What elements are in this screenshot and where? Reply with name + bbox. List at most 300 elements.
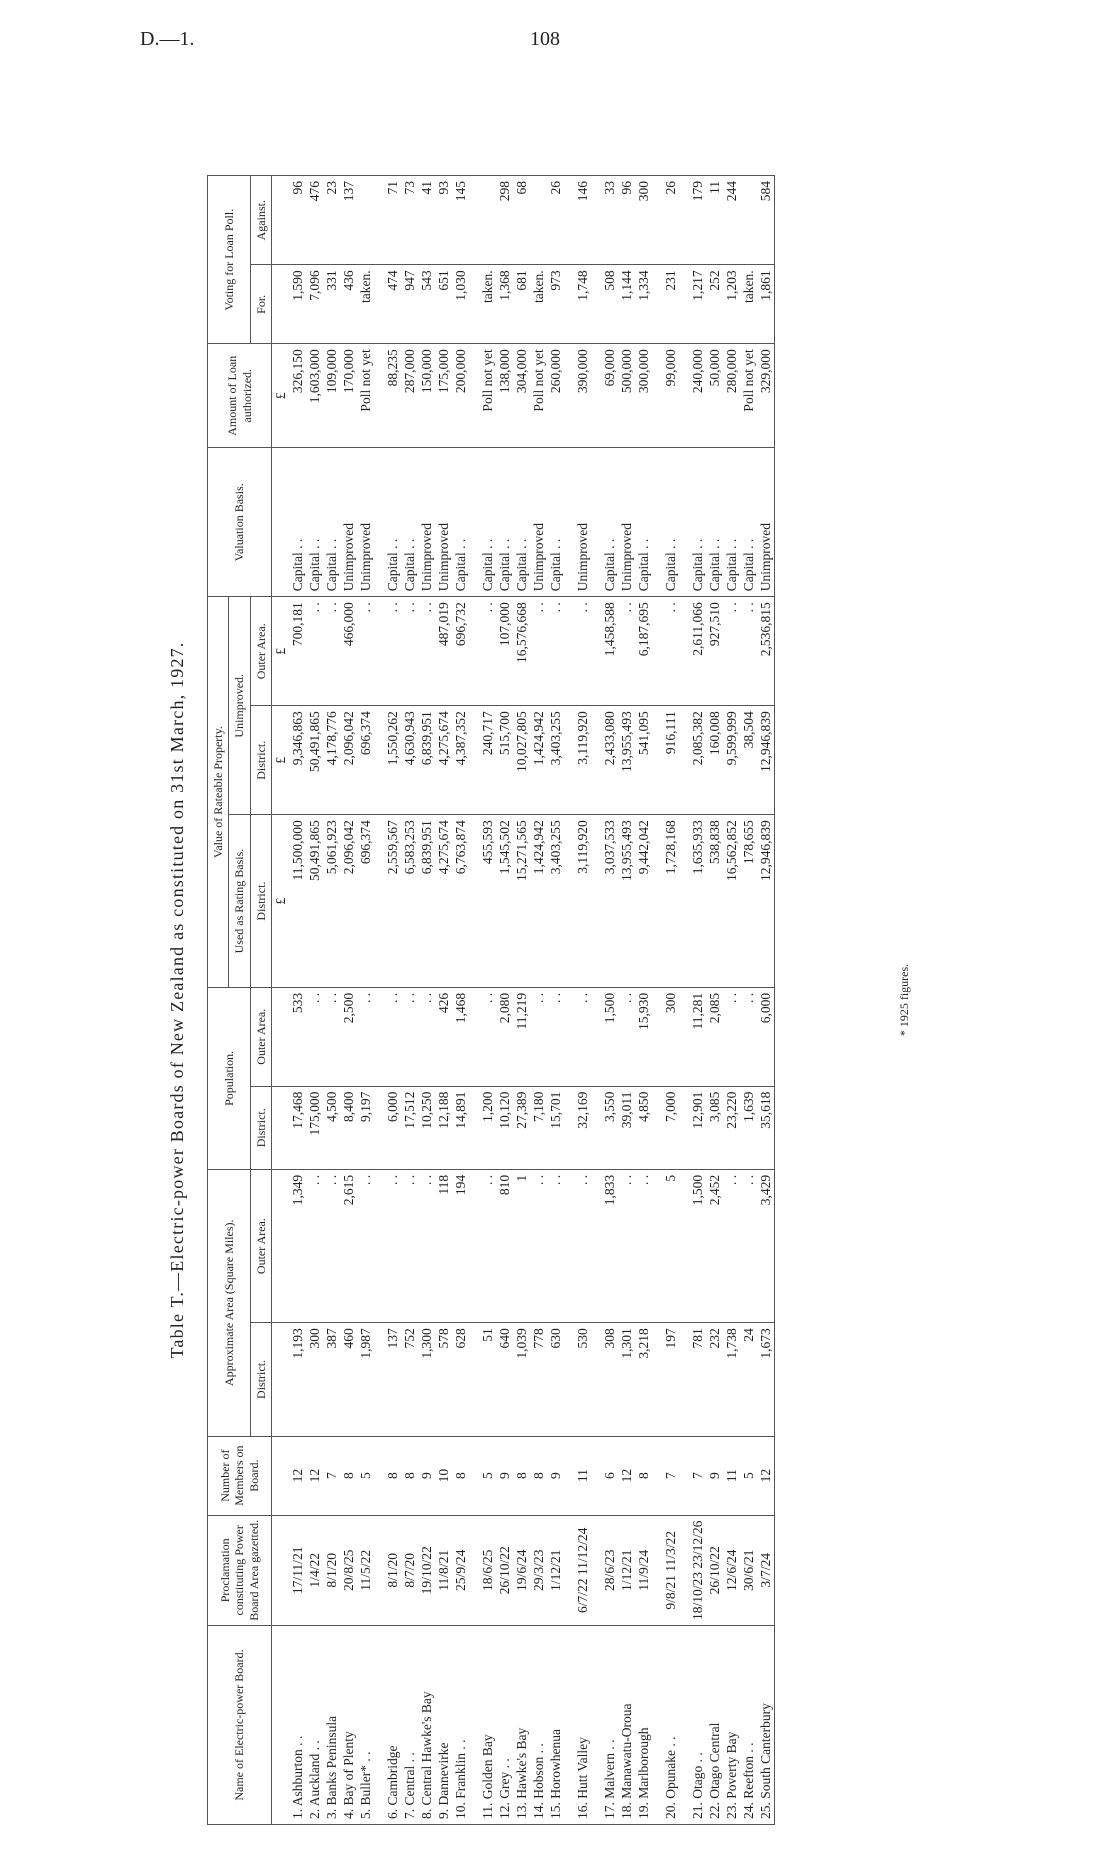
col-header-against: Against. <box>250 176 271 265</box>
area-district: 778 <box>530 1323 547 1436</box>
loan-amount: 326,150 <box>289 344 306 448</box>
votes-against: 33 <box>591 176 618 265</box>
population-outer: . . <box>740 987 757 1086</box>
board-name: 8. Central Hawke's Bay <box>418 1626 435 1825</box>
loan-amount: 300,000 <box>635 344 652 448</box>
unimproved-outer: . . <box>374 597 401 706</box>
votes-for: 252 <box>706 265 723 344</box>
unimproved-district: 515,700 <box>496 706 513 815</box>
area-district: 300 <box>306 1323 323 1436</box>
valuation-basis: Capital . . <box>469 448 496 597</box>
footnote: * 1925 figures. <box>897 963 911 1037</box>
population-district: 7,180 <box>530 1086 547 1169</box>
table-row <box>740 176 757 1825</box>
board-name: 24. Reefton . . <box>740 1626 757 1825</box>
col-header-pop-district: District. <box>250 1086 271 1169</box>
unimproved-district: 9,346,863 <box>289 706 306 815</box>
board-name: 11. Golden Bay <box>469 1626 496 1825</box>
area-outer: . . <box>401 1169 418 1322</box>
board-name: 13. Hawke's Bay <box>513 1626 530 1825</box>
table-row <box>591 176 618 1825</box>
members-count: 9 <box>547 1436 564 1515</box>
population-district: 32,169 <box>564 1086 591 1169</box>
unimproved-district: 4,275,674 <box>435 706 452 815</box>
table-row <box>679 176 706 1825</box>
unimproved-outer: 6,187,695 <box>635 597 652 706</box>
votes-for: 1,748 <box>564 265 591 344</box>
area-outer: . . <box>547 1169 564 1322</box>
population-outer: 2,080 <box>496 987 513 1086</box>
area-outer: 1,833 <box>591 1169 618 1322</box>
unimproved-district: 50,491,865 <box>306 706 323 815</box>
valuation-basis: Capital . . <box>591 448 618 597</box>
population-district: 27,389 <box>513 1086 530 1169</box>
area-district: 460 <box>340 1323 357 1436</box>
valuation-basis: Capital . . <box>401 448 418 597</box>
proclamation-date: 17/11/21 <box>289 1515 306 1625</box>
area-district: 51 <box>469 1323 496 1436</box>
valuation-basis: Capital . . <box>547 448 564 597</box>
table-row <box>564 176 591 1825</box>
votes-for: 543 <box>418 265 435 344</box>
votes-against: 179 <box>679 176 706 265</box>
area-district: 530 <box>564 1323 591 1436</box>
rating-basis-value: 16,562,852 <box>723 815 740 988</box>
votes-for: taken. <box>740 265 757 344</box>
rating-basis-value: 11,500,000 <box>289 815 306 988</box>
area-outer: 118 <box>435 1169 452 1322</box>
members-count: 8 <box>513 1436 530 1515</box>
table-row <box>757 176 775 1825</box>
area-district: 781 <box>679 1323 706 1436</box>
proclamation-date: 3/7/24 <box>757 1515 775 1625</box>
unimproved-outer: 107,000 <box>496 597 513 706</box>
votes-for: 1,203 <box>723 265 740 344</box>
loan-amount: 99,000 <box>652 344 679 448</box>
board-name: 5. Buller* . . <box>357 1626 374 1825</box>
votes-against <box>357 176 374 265</box>
table-title <box>167 175 188 1825</box>
members-count: 5 <box>740 1436 757 1515</box>
area-outer: 2,615 <box>340 1169 357 1322</box>
population-district: 175,000 <box>306 1086 323 1169</box>
area-outer: . . <box>306 1169 323 1322</box>
valuation-basis: Capital . . <box>635 448 652 597</box>
unimproved-district: 4,178,776 <box>323 706 340 815</box>
table-row <box>323 176 340 1825</box>
area-district: 1,987 <box>357 1323 374 1436</box>
members-count: 8 <box>452 1436 469 1515</box>
area-outer: 1,349 <box>289 1169 306 1322</box>
population-outer: . . <box>306 987 323 1086</box>
loan-amount: 200,000 <box>452 344 469 448</box>
votes-against <box>740 176 757 265</box>
rating-basis-value: 50,491,865 <box>306 815 323 988</box>
area-outer: . . <box>530 1169 547 1322</box>
votes-against: 41 <box>418 176 435 265</box>
rating-basis-value: 6,763,874 <box>452 815 469 988</box>
members-count: 8 <box>340 1436 357 1515</box>
votes-against: 300 <box>635 176 652 265</box>
rating-basis-value: 3,119,920 <box>564 815 591 988</box>
votes-against: 476 <box>306 176 323 265</box>
votes-against: 73 <box>401 176 418 265</box>
unimproved-district: 6,839,951 <box>418 706 435 815</box>
loan-amount: 240,000 <box>679 344 706 448</box>
rating-basis-value: 1,545,502 <box>496 815 513 988</box>
area-district: 1,039 <box>513 1323 530 1436</box>
valuation-basis: Capital . . <box>740 448 757 597</box>
board-name: 2. Auckland . . <box>306 1626 323 1825</box>
population-district: 12,901 <box>679 1086 706 1169</box>
unimproved-district: 1,550,262 <box>374 706 401 815</box>
population-district: 17,512 <box>401 1086 418 1169</box>
members-count: 8 <box>374 1436 401 1515</box>
loan-amount: 138,000 <box>496 344 513 448</box>
members-count: 12 <box>306 1436 323 1515</box>
col-header-area-district: District. <box>250 1323 271 1436</box>
table-row <box>635 176 652 1825</box>
loan-amount: 1,603,000 <box>306 344 323 448</box>
table-row <box>357 176 374 1825</box>
table-row <box>706 176 723 1825</box>
proclamation-date: 18/10/23 23/12/26 <box>679 1515 706 1625</box>
unimproved-outer: . . <box>469 597 496 706</box>
rating-basis-value: 6,583,253 <box>401 815 418 988</box>
votes-for: 973 <box>547 265 564 344</box>
col-header-members: Number of Members on Board. <box>208 1436 272 1515</box>
area-outer: . . <box>618 1169 635 1322</box>
population-outer: 1,500 <box>591 987 618 1086</box>
proclamation-date: 20/8/25 <box>340 1515 357 1625</box>
col-header-proclamation: Proclamation constituting Power Board Area gazetted. <box>208 1515 272 1625</box>
rating-basis-value: 455,593 <box>469 815 496 988</box>
area-district: 640 <box>496 1323 513 1436</box>
votes-for: taken. <box>357 265 374 344</box>
pound-sign: £ <box>272 597 290 706</box>
col-header-population: Population. <box>208 987 251 1169</box>
population-district: 23,220 <box>723 1086 740 1169</box>
population-district: 4,850 <box>635 1086 652 1169</box>
page-reference: D.—1. <box>140 28 195 50</box>
col-header-rateable: Value of Rateable Property. <box>208 597 229 988</box>
loan-amount: 50,000 <box>706 344 723 448</box>
table-row <box>513 176 530 1825</box>
col-header-pop-outer: Outer Area. <box>250 987 271 1086</box>
col-header-loan-poll: Voting for Loan Poll. <box>208 176 251 344</box>
board-name: 4. Bay of Plenty <box>340 1626 357 1825</box>
population-outer: 11,219 <box>513 987 530 1086</box>
proclamation-date: 9/8/21 11/3/22 <box>652 1515 679 1625</box>
board-name: 18. Manawatu-Oroua <box>618 1626 635 1825</box>
population-outer: . . <box>564 987 591 1086</box>
unimproved-district: 10,027,805 <box>513 706 530 815</box>
unimproved-outer: . . <box>740 597 757 706</box>
table-row <box>401 176 418 1825</box>
votes-for: 651 <box>435 265 452 344</box>
area-district: 1,300 <box>418 1323 435 1436</box>
area-outer: 2,452 <box>706 1169 723 1322</box>
votes-against: 93 <box>435 176 452 265</box>
members-count: 9 <box>496 1436 513 1515</box>
table-row <box>435 176 452 1825</box>
area-outer: . . <box>564 1169 591 1322</box>
area-outer: 3,429 <box>757 1169 775 1322</box>
unimproved-outer: 466,000 <box>340 597 357 706</box>
members-count: 5 <box>469 1436 496 1515</box>
votes-against: 244 <box>723 176 740 265</box>
proclamation-date: 6/7/22 11/12/24 <box>564 1515 591 1625</box>
area-district: 3,218 <box>635 1323 652 1436</box>
valuation-basis: Capital . . <box>723 448 740 597</box>
unimproved-outer: 927,510 <box>706 597 723 706</box>
pound-sign: £ <box>272 344 290 448</box>
votes-for: 474 <box>374 265 401 344</box>
unimproved-outer: . . <box>618 597 635 706</box>
valuation-basis: Unimproved <box>530 448 547 597</box>
votes-for: 508 <box>591 265 618 344</box>
loan-amount: 280,000 <box>723 344 740 448</box>
area-district: 630 <box>547 1323 564 1436</box>
members-count: 12 <box>618 1436 635 1515</box>
proclamation-date: 30/6/21 <box>740 1515 757 1625</box>
table-title-text: Table T.—Electric-power Boards of New Zealand as constituted on 31st March, 1927. <box>167 641 187 1359</box>
unimproved-district: 2,433,080 <box>591 706 618 815</box>
loan-amount: 500,000 <box>618 344 635 448</box>
loan-amount: 170,000 <box>340 344 357 448</box>
population-district: 3,085 <box>706 1086 723 1169</box>
area-outer: . . <box>357 1169 374 1322</box>
proclamation-date: 19/6/24 <box>513 1515 530 1625</box>
members-count: 11 <box>723 1436 740 1515</box>
table-row <box>306 176 323 1825</box>
population-district: 1,200 <box>469 1086 496 1169</box>
area-district: 137 <box>374 1323 401 1436</box>
valuation-basis: Unimproved <box>340 448 357 597</box>
votes-for: 947 <box>401 265 418 344</box>
proclamation-date: 29/3/23 <box>530 1515 547 1625</box>
votes-against: 26 <box>652 176 679 265</box>
population-outer: 15,930 <box>635 987 652 1086</box>
valuation-basis: Unimproved <box>564 448 591 597</box>
board-name: 12. Grey . . <box>496 1626 513 1825</box>
area-outer: 810 <box>496 1169 513 1322</box>
rating-basis-value: 2,096,042 <box>340 815 357 988</box>
col-header-area-outer: Outer Area. <box>250 1169 271 1322</box>
board-name: 3. Banks Peninsula <box>323 1626 340 1825</box>
proclamation-date: 1/12/21 <box>547 1515 564 1625</box>
loan-amount: 69,000 <box>591 344 618 448</box>
votes-against: 96 <box>289 176 306 265</box>
rating-basis-value: 1,424,942 <box>530 815 547 988</box>
col-header-unimp-outer: Outer Area. <box>250 597 271 706</box>
rotated-table-page <box>107 175 1007 1825</box>
members-count: 9 <box>418 1436 435 1515</box>
votes-against: 96 <box>618 176 635 265</box>
population-district: 1,639 <box>740 1086 757 1169</box>
col-header-area: Approximate Area (Square Miles). <box>208 1169 251 1436</box>
votes-for: taken. <box>530 265 547 344</box>
rating-basis-value: 696,374 <box>357 815 374 988</box>
unimproved-district: 3,119,920 <box>564 706 591 815</box>
valuation-basis: Capital . . <box>652 448 679 597</box>
loan-amount: 287,000 <box>401 344 418 448</box>
rating-basis-value: 3,037,533 <box>591 815 618 988</box>
population-district: 10,120 <box>496 1086 513 1169</box>
loan-amount: Poll not yet <box>469 344 496 448</box>
rating-basis-value: 9,442,042 <box>635 815 652 988</box>
valuation-basis: Capital . . <box>513 448 530 597</box>
table-row <box>618 176 635 1825</box>
area-outer: . . <box>469 1169 496 1322</box>
valuation-basis: Capital . . <box>374 448 401 597</box>
votes-for: 231 <box>652 265 679 344</box>
area-district: 1,301 <box>618 1323 635 1436</box>
population-outer: . . <box>418 987 435 1086</box>
population-district: 8,400 <box>340 1086 357 1169</box>
rating-basis-value: 12,946,839 <box>757 815 775 988</box>
votes-for: 1,368 <box>496 265 513 344</box>
rating-basis-value: 538,838 <box>706 815 723 988</box>
population-district: 3,550 <box>591 1086 618 1169</box>
board-name: 10. Franklin . . <box>452 1626 469 1825</box>
proclamation-date: 8/7/20 <box>401 1515 418 1625</box>
loan-amount: 390,000 <box>564 344 591 448</box>
unimproved-district: 2,096,042 <box>340 706 357 815</box>
votes-against: 68 <box>513 176 530 265</box>
table-row <box>289 176 306 1825</box>
board-name: 1. Ashburton . . <box>289 1626 306 1825</box>
votes-for: 1,030 <box>452 265 469 344</box>
table-row <box>340 176 357 1825</box>
valuation-basis: Unimproved <box>757 448 775 597</box>
population-outer: . . <box>530 987 547 1086</box>
rating-basis-value: 1,728,168 <box>652 815 679 988</box>
valuation-basis: Capital . . <box>289 448 306 597</box>
table-row <box>530 176 547 1825</box>
rating-basis-value: 178,655 <box>740 815 757 988</box>
valuation-basis: Unimproved <box>418 448 435 597</box>
votes-against: 71 <box>374 176 401 265</box>
votes-for: taken. <box>469 265 496 344</box>
area-outer: . . <box>418 1169 435 1322</box>
unimproved-outer: . . <box>652 597 679 706</box>
unimproved-outer: . . <box>323 597 340 706</box>
population-outer: 426 <box>435 987 452 1086</box>
table-body <box>272 176 775 1825</box>
votes-against: 145 <box>452 176 469 265</box>
unimproved-outer: 2,611,066 <box>679 597 706 706</box>
valuation-basis: Capital . . <box>452 448 469 597</box>
votes-against: 584 <box>757 176 775 265</box>
rating-basis-value: 3,403,255 <box>547 815 564 988</box>
population-outer: . . <box>723 987 740 1086</box>
area-outer: 1 <box>513 1169 530 1322</box>
valuation-basis: Unimproved <box>618 448 635 597</box>
unimproved-outer: . . <box>530 597 547 706</box>
table-row <box>469 176 496 1825</box>
unimproved-district: 4,387,352 <box>452 706 469 815</box>
unimproved-outer: 1,458,588 <box>591 597 618 706</box>
members-count: 12 <box>757 1436 775 1515</box>
unimproved-district: 696,374 <box>357 706 374 815</box>
votes-for: 1,861 <box>757 265 775 344</box>
votes-for: 681 <box>513 265 530 344</box>
table-row <box>723 176 740 1825</box>
proclamation-date: 18/6/25 <box>469 1515 496 1625</box>
table-row <box>418 176 435 1825</box>
population-outer: 11,281 <box>679 987 706 1086</box>
rating-basis-value: 13,955,493 <box>618 815 635 988</box>
population-district: 15,701 <box>547 1086 564 1169</box>
area-district: 1,193 <box>289 1323 306 1436</box>
population-district: 35,618 <box>757 1086 775 1169</box>
members-count: 7 <box>652 1436 679 1515</box>
votes-for: 436 <box>340 265 357 344</box>
col-header-loan-amount: Amount of Loan authorized. <box>208 344 272 448</box>
table-row <box>547 176 564 1825</box>
members-count: 6 <box>591 1436 618 1515</box>
votes-for: 1,334 <box>635 265 652 344</box>
unimproved-outer: . . <box>418 597 435 706</box>
pound-sign: £ <box>272 815 290 988</box>
population-district: 12,188 <box>435 1086 452 1169</box>
population-outer: . . <box>323 987 340 1086</box>
population-district: 39,011 <box>618 1086 635 1169</box>
unimproved-outer: 2,536,815 <box>757 597 775 706</box>
population-outer: . . <box>374 987 401 1086</box>
board-name: 14. Hobson . . <box>530 1626 547 1825</box>
members-count: 7 <box>323 1436 340 1515</box>
col-header-rating-district: District. <box>250 815 271 988</box>
proclamation-date: 26/10/22 <box>706 1515 723 1625</box>
population-outer: 300 <box>652 987 679 1086</box>
unimproved-district: 9,599,999 <box>723 706 740 815</box>
members-count: 5 <box>357 1436 374 1515</box>
population-district: 17,468 <box>289 1086 306 1169</box>
members-count: 8 <box>530 1436 547 1515</box>
votes-against <box>530 176 547 265</box>
unimproved-outer: . . <box>306 597 323 706</box>
area-outer: . . <box>635 1169 652 1322</box>
valuation-basis: Unimproved <box>357 448 374 597</box>
votes-against: 23 <box>323 176 340 265</box>
loan-amount: 329,000 <box>757 344 775 448</box>
area-outer: . . <box>323 1169 340 1322</box>
population-outer: . . <box>618 987 635 1086</box>
population-outer: 1,468 <box>452 987 469 1086</box>
unimproved-district: 3,403,255 <box>547 706 564 815</box>
rating-basis-value: 6,839,951 <box>418 815 435 988</box>
area-district: 232 <box>706 1323 723 1436</box>
proclamation-date: 25/9/24 <box>452 1515 469 1625</box>
area-outer: 194 <box>452 1169 469 1322</box>
area-outer: . . <box>723 1169 740 1322</box>
table-row <box>452 176 469 1825</box>
votes-against <box>469 176 496 265</box>
unimproved-outer: . . <box>401 597 418 706</box>
col-header-name: Name of Electric-power Board. <box>208 1626 272 1825</box>
unimproved-district: 240,717 <box>469 706 496 815</box>
board-name: 21. Otago . . <box>679 1626 706 1825</box>
population-outer: . . <box>401 987 418 1086</box>
votes-against: 26 <box>547 176 564 265</box>
board-name: 19. Marlborough <box>635 1626 652 1825</box>
area-outer: . . <box>374 1169 401 1322</box>
table-row <box>374 176 401 1825</box>
votes-against: 11 <box>706 176 723 265</box>
board-name: 7. Central . . <box>401 1626 418 1825</box>
